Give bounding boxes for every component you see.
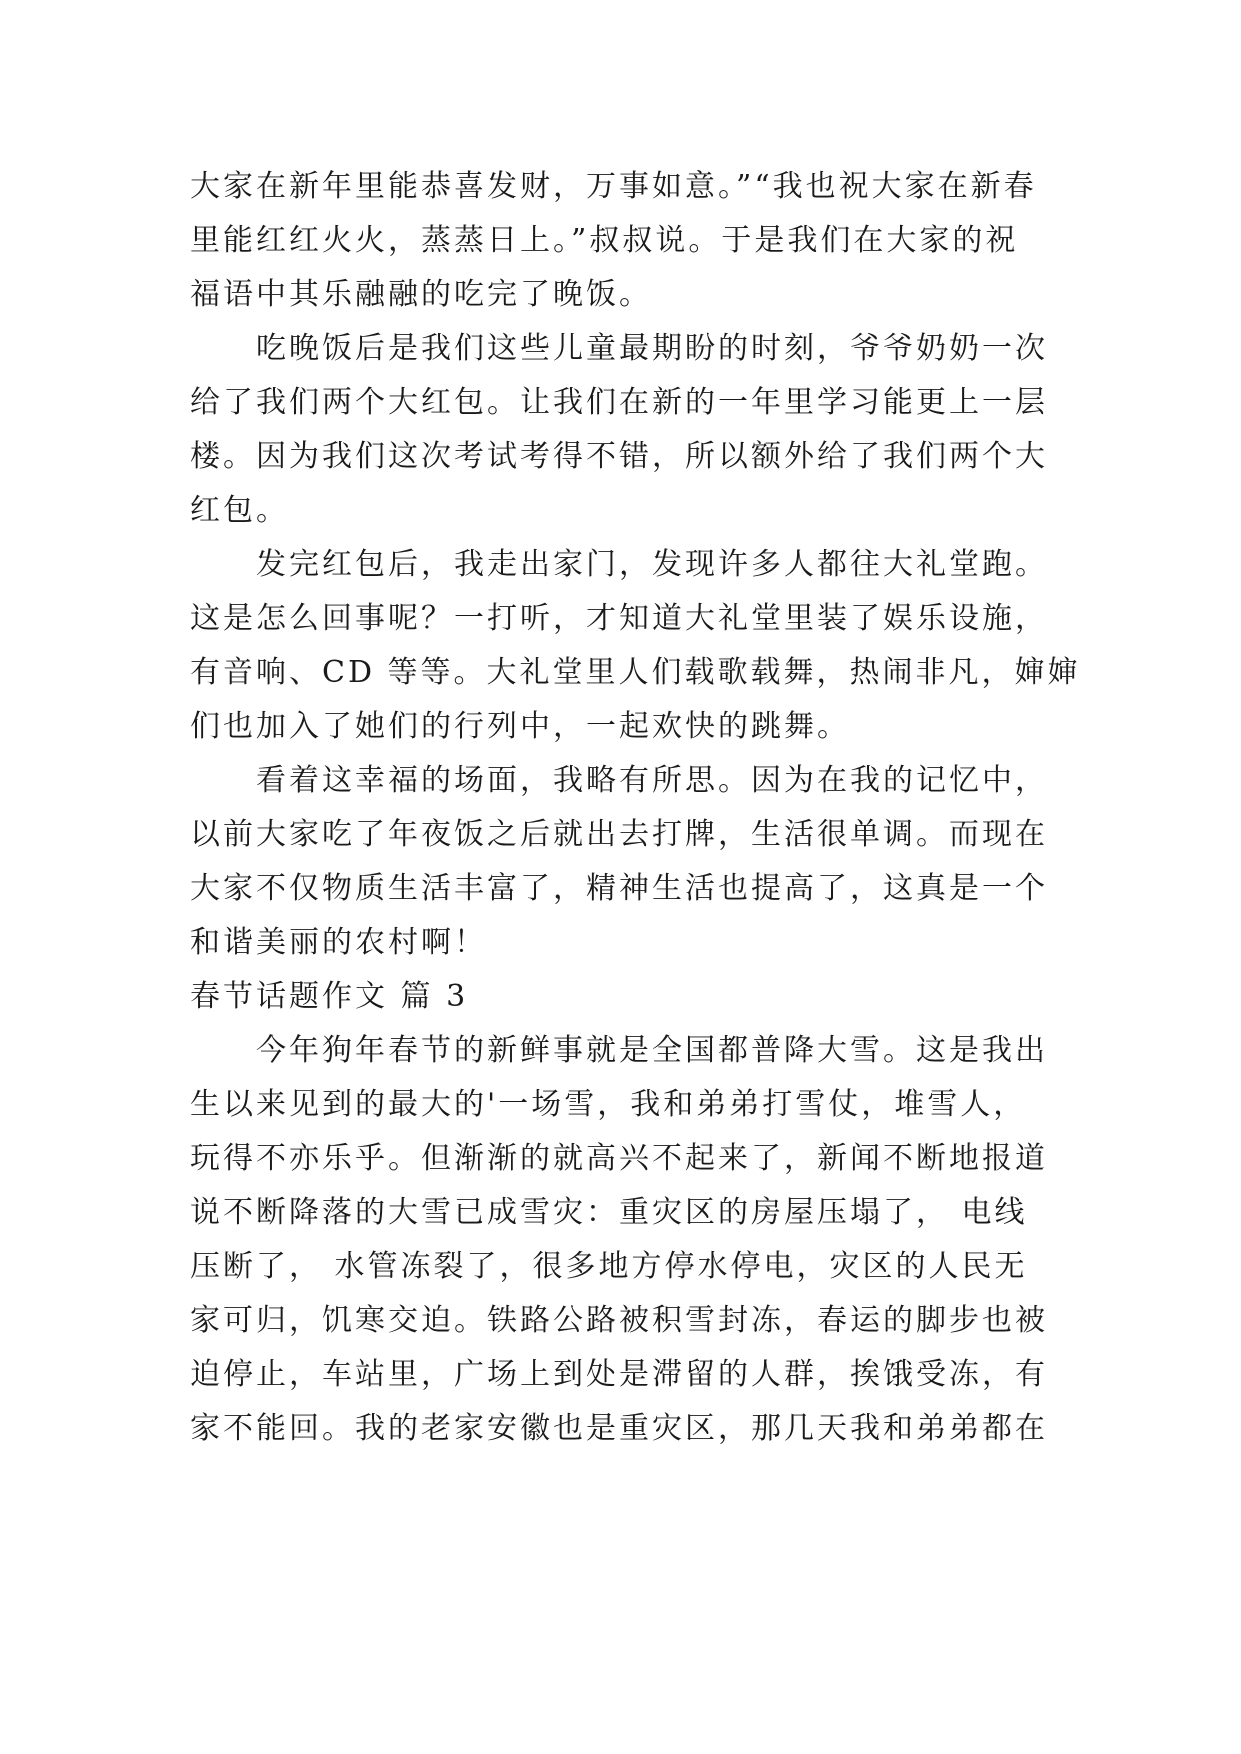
text-line: 红包。 [190, 493, 289, 528]
paragraph [190, 754, 1070, 970]
text-line: 给了我们两个大红包。让我们在新的一年里学习能更上一层 [190, 385, 1048, 420]
text-line: 这是怎么回事呢？一打听，才知道大礼堂里装了娱乐设施， [190, 601, 1048, 636]
text-line: 家可归，饥寒交迫。铁路公路被积雪封冻，春运的脚步也被 [190, 1303, 1048, 1338]
paragraph [190, 1024, 1070, 1456]
text-line: 今年狗年春节的新鲜事就是全国都普降大雪。这是我出 [190, 1033, 1048, 1068]
text-line: 生以来见到的最大的'一场雪，我和弟弟打雪仗，堆雪人， [190, 1087, 1027, 1122]
text-line: 吃晚饭后是我们这些儿童最期盼的时刻，爷爷奶奶一次 [190, 331, 1048, 366]
document-body [190, 160, 1081, 1456]
text-line: 们也加入了她们的行列中，一起欢快的跳舞。 [190, 709, 850, 744]
text-line: 福语中其乐融融的吃完了晚饭。 [190, 277, 652, 312]
text-line: 以前大家吃了年夜饭之后就出去打牌，生活很单调。而现在 [190, 817, 1048, 852]
paragraph [190, 322, 1070, 538]
section-heading [190, 970, 1070, 1024]
text-line: 楼。因为我们这次考试考得不错，所以额外给了我们两个大 [190, 439, 1048, 474]
text-line: 玩得不亦乐乎。但渐渐的就高兴不起来了，新闻不断地报道 [190, 1141, 1048, 1176]
text-line: 发完红包后，我走出家门，发现许多人都往大礼堂跑。 [190, 547, 1048, 582]
text-line: 压断了， 水管冻裂了，很多地方停水停电，灾区的人民无 [190, 1249, 1028, 1284]
text-line: 有音响、CD 等等。大礼堂里人们载歌载舞，热闹非凡，婶婶 [190, 655, 1081, 690]
text-line: 大家不仅物质生活丰富了，精神生活也提高了，这真是一个 [190, 871, 1048, 906]
paragraph [190, 538, 1081, 754]
text-line: 说不断降落的大雪已成雪灾：重灾区的房屋压塌了， 电线 [190, 1195, 1028, 1230]
text-line: 里能红红火火，蒸蒸日上。”叔叔说。于是我们在大家的祝 [190, 223, 1019, 258]
text-line: 大家在新年里能恭喜发财，万事如意。”“我也祝大家在新春 [190, 169, 1037, 204]
text-line: 迫停止，车站里，广场上到处是滞留的人群，挨饿受冻，有 [190, 1357, 1048, 1392]
text-line: 和谐美丽的农村啊！ [190, 925, 487, 960]
text-line: 看着这幸福的场面，我略有所思。因为在我的记忆中， [190, 763, 1048, 798]
text-line: 家不能回。我的老家安徽也是重灾区，那几天我和弟弟都在 [190, 1411, 1048, 1446]
paragraph [190, 160, 1070, 322]
heading-text: 春节话题作文 篇 3 [190, 979, 469, 1014]
